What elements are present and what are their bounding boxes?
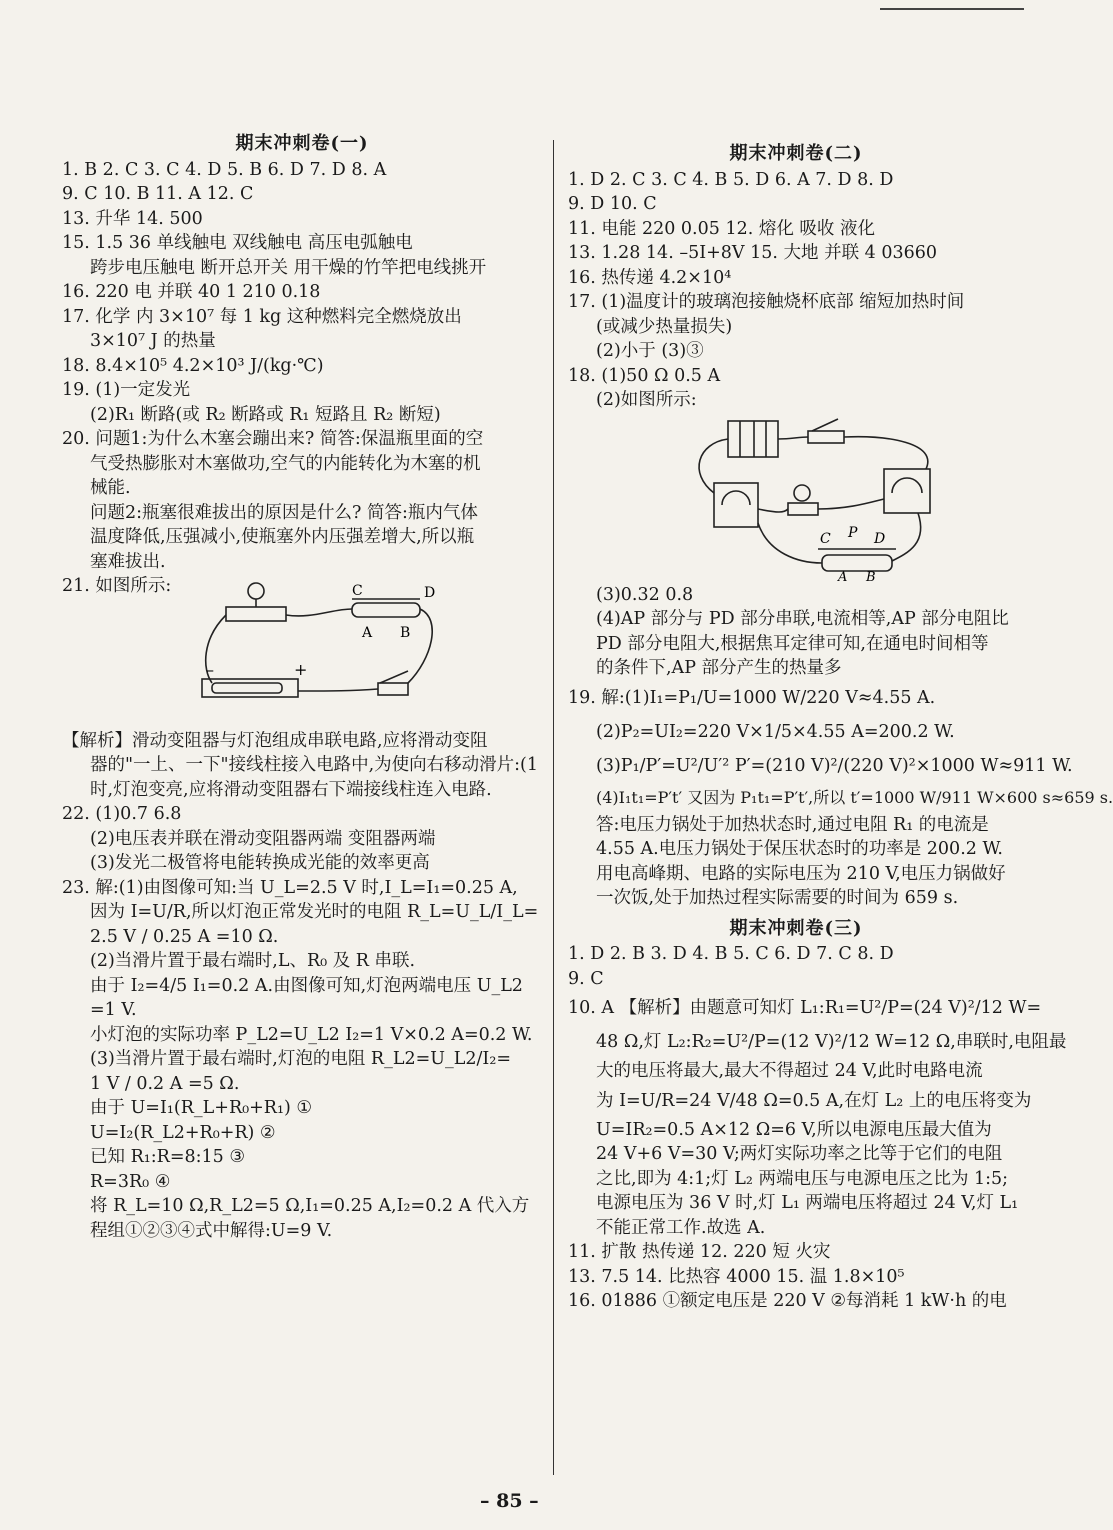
answer-line: 10. A 【解析】由题意可知灯 L₁:R₁=U²/P=(24 V)²/12 W=: [568, 998, 1042, 1018]
answer-line: 器的"一上、一下"接线柱接入电路中,为使向右移动滑片:(1: [90, 755, 539, 775]
answer-line: R=3R₀ ④: [90, 1171, 171, 1192]
answer-line: 之比,即为 4:1;灯 L₂ 两端电压与电源电压之比为 1:5;: [596, 1168, 1009, 1189]
answer-line: 18. (1)50 Ω 0.5 A: [568, 365, 721, 386]
answer-line: 15. 1.5 36 单线触电 双线触电 高压电弧触电: [62, 233, 413, 253]
answer-line: 1. D 2. C 3. C 4. B 5. D 6. A 7. D 8. D: [568, 169, 894, 190]
answer-line: U=IR₂=0.5 A×12 Ω=6 V,所以电源电压最大值为: [596, 1119, 992, 1140]
answer-line: 械能.: [90, 478, 131, 498]
answer-line: 用电高峰期、电路的实际电压为 210 V,电压力锅做好: [596, 863, 1006, 884]
section-title-2: 期末冲刺卷(二): [729, 143, 863, 164]
answer-line: 9. C 10. B 11. A 12. C: [62, 184, 254, 204]
answer-line: (2)电压表并联在滑动变阻器两端 变阻器两端: [90, 828, 436, 849]
answer-line: 9. D 10. C: [568, 194, 657, 214]
answer-line: 17. 化学 内 3×10⁷ 每 1 kg 这种燃料完全燃烧放出: [62, 306, 462, 327]
answer-line: (3)发光二极管将电能转换成光能的效率更高: [90, 853, 430, 873]
answer-line: U=I₂(R_L2+R₀+R) ②: [90, 1122, 276, 1143]
answer-line: 48 Ω,灯 L₂:R₂=U²/P=(12 V)²/12 W=12 Ω,串联时,电阻最: [596, 1032, 1067, 1052]
answer-line: 23. 解:(1)由图像可知:当 U_L=2.5 V 时,I_L=I₁=0.25 A,: [62, 877, 518, 898]
answer-line: 塞难拔出.: [90, 551, 166, 572]
answer-line: 2.5 V / 0.25 A =10 Ω.: [90, 926, 279, 947]
answer-line: 18. 8.4×10⁵ 4.2×10³ J/(kg·℃): [62, 355, 324, 376]
answer-line: 已知 R₁:R=8:15 ③: [90, 1147, 246, 1167]
label-minus: –: [206, 659, 214, 679]
answer-line: (3)P₁/P′=U²/U′² P′=(210 V)²/(220 V)²×1000 W≈911 W.: [596, 755, 1073, 776]
answer-line: 16. 01886 ①额定电压是 220 V ②每消耗 1 kW·h 的电: [568, 1291, 1007, 1311]
answer-line: 19. 解:(1)I₁=P₁/U=1000 W/220 V≈4.55 A.: [568, 687, 936, 708]
label-b: B: [866, 569, 876, 585]
answer-line: (3)0.32 0.8: [596, 584, 694, 605]
answer-line: 9. C: [568, 968, 604, 989]
answer-line: (2)小于 (3)③: [596, 341, 704, 361]
answer-line: 21. 如图所示:: [62, 576, 172, 596]
answer-line: 22. (1)0.7 6.8: [62, 804, 182, 824]
answer-line: 【解析】滑动变阻器与灯泡组成串联电路,应将滑动变阻: [62, 730, 488, 751]
answer-line: 小灯泡的实际功率 P_L2=U_L2 I₂=1 V×0.2 A=0.2 W.: [90, 1024, 533, 1045]
answer-line: 问题2:瓶塞很难拔出的原因是什么? 简答:瓶内气体: [90, 502, 478, 523]
circuit-figure-18: [568, 413, 1024, 583]
answer-line: 电源电压为 36 V 时,灯 L₁ 两端电压将超过 24 V,灯 L₁: [596, 1193, 1019, 1213]
left-column: [62, 132, 542, 1243]
label-a: A: [838, 569, 848, 585]
answer-line: 3×10⁷ J 的热量: [90, 331, 216, 351]
answer-line: 24 V+6 V=30 V;两灯实际功率之比等于它们的电阻: [596, 1144, 1003, 1164]
answer-line: 时,灯泡变亮,应将滑动变阻器右下端接线柱连入电路.: [90, 779, 492, 800]
answer-line: 将 R_L=10 Ω,R_L2=5 Ω,I₁=0.25 A,I₂=0.2 A 代入方: [90, 1196, 530, 1216]
answer-line: =1 V.: [90, 1000, 137, 1020]
answer-line: 的条件下,AP 部分产生的热量多: [596, 658, 842, 678]
answer-line: PD 部分电阻大,根据焦耳定律可知,在通电时间相等: [596, 633, 989, 654]
answer-line: 温度降低,压强减小,使瓶塞外内压强差增大,所以瓶: [90, 527, 475, 547]
page-number: – 85 –: [480, 1490, 539, 1512]
answer-line: 11. 扩散 热传递 12. 220 短 火灾: [568, 1242, 831, 1262]
label-plus: +: [294, 659, 308, 679]
answer-line: 气受热膨胀对木塞做功,空气的内能转化为木塞的机: [90, 453, 481, 474]
answer-line: 一次饭,处于加热过程实际需要的时间为 659 s.: [596, 888, 959, 908]
circuit-diagram-18: [688, 413, 958, 583]
answer-line: (2)当滑片置于最右端时,L、R₀ 及 R 串联.: [90, 951, 416, 971]
top-rule: [880, 8, 1024, 10]
label-c: C: [352, 582, 363, 599]
section-title-3: 期末冲刺卷(三): [729, 917, 863, 939]
section-title-1: 期末冲刺卷(一): [235, 133, 369, 154]
answer-line: 16. 热传递 4.2×10⁴: [568, 267, 732, 288]
answer-line: 11. 电能 220 0.05 12. 熔化 吸收 液化: [568, 218, 875, 239]
answer-line: 16. 220 电 并联 40 1 210 0.18: [62, 282, 321, 302]
answer-line: (4)AP 部分与 PD 部分串联,电流相等,AP 部分电阻比: [596, 609, 1009, 629]
answer-line: 不能正常工作.故选 A.: [596, 1217, 766, 1238]
answer-line: (3)当滑片置于最右端时,灯泡的电阻 R_L2=U_L2/I₂=: [90, 1049, 511, 1069]
answer-line: 由于 I₂=4/5 I₁=0.2 A.由图像可知,灯泡两端电压 U_L2: [90, 975, 523, 996]
answer-line: 由于 U=I₁(R_L+R₀+R₁) ①: [90, 1098, 313, 1118]
answer-line: 为 I=U/R=24 V/48 Ω=0.5 A,在灯 L₂ 上的电压将变为: [596, 1090, 1032, 1111]
answer-line: 答:电压力锅处于加热状态时,通过电阻 R₁ 的电流是: [596, 814, 989, 835]
answer-line: (或减少热量损失): [596, 316, 733, 337]
answer-line: 17. (1)温度计的玻璃泡接触烧杯底部 缩短加热时间: [568, 292, 965, 312]
answer-line: 1 V / 0.2 A =5 Ω.: [90, 1073, 240, 1094]
label-b: B: [400, 624, 411, 641]
label-a: A: [362, 624, 373, 641]
answer-line: 13. 1.28 14. –5I+8V 15. 大地 并联 4 03660: [568, 243, 937, 263]
label-c: C: [820, 530, 831, 547]
column-divider: [553, 140, 554, 1475]
label-d: D: [874, 530, 886, 547]
answer-line: 13. 升华 14. 500: [62, 208, 203, 229]
label-d: D: [424, 584, 436, 601]
answer-line: 大的电压将最大,最大不得超过 24 V,此时电路电流: [596, 1061, 983, 1081]
answer-line: (2)R₁ 断路(或 R₂ 断路或 R₁ 短路且 R₂ 断短): [90, 404, 441, 425]
answer-line: 13. 7.5 14. 比热容 4000 15. 温 1.8×10⁵: [568, 1266, 905, 1287]
answer-line: (4)I₁t₁=P′t′ 又因为 P₁t₁=P′t′,所以 t′=1000 W/911 W×600 s≈659 s.: [596, 787, 1113, 807]
answer-line: 20. 问题1:为什么木塞会蹦出来? 简答:保温瓶里面的空: [62, 429, 484, 449]
circuit-diagram-21: [202, 579, 522, 709]
right-column: [568, 142, 1113, 1314]
answer-line: 程组①②③④式中解得:U=9 V.: [90, 1220, 333, 1241]
label-p: P: [848, 524, 858, 541]
answer-line: 跨步电压触电 断开总开关 用干燥的竹竿把电线挑开: [90, 257, 487, 278]
answer-line: 1. B 2. C 3. C 4. D 5. B 6. D 7. D 8. A: [62, 159, 387, 180]
answer-line: 1. D 2. B 3. D 4. B 5. C 6. D 7. C 8. D: [568, 944, 894, 964]
answer-line: 4.55 A.电压力锅处于保压状态时的功率是 200.2 W.: [596, 839, 1003, 859]
answer-line: 因为 I=U/R,所以灯泡正常发光时的电阻 R_L=U_L/I_L=: [90, 902, 539, 922]
answer-line: 19. (1)一定发光: [62, 380, 191, 400]
answer-line: (2)如图所示:: [596, 390, 697, 410]
answer-line: (2)P₂=UI₂=220 V×1/5×4.55 A=200.2 W.: [596, 721, 955, 742]
